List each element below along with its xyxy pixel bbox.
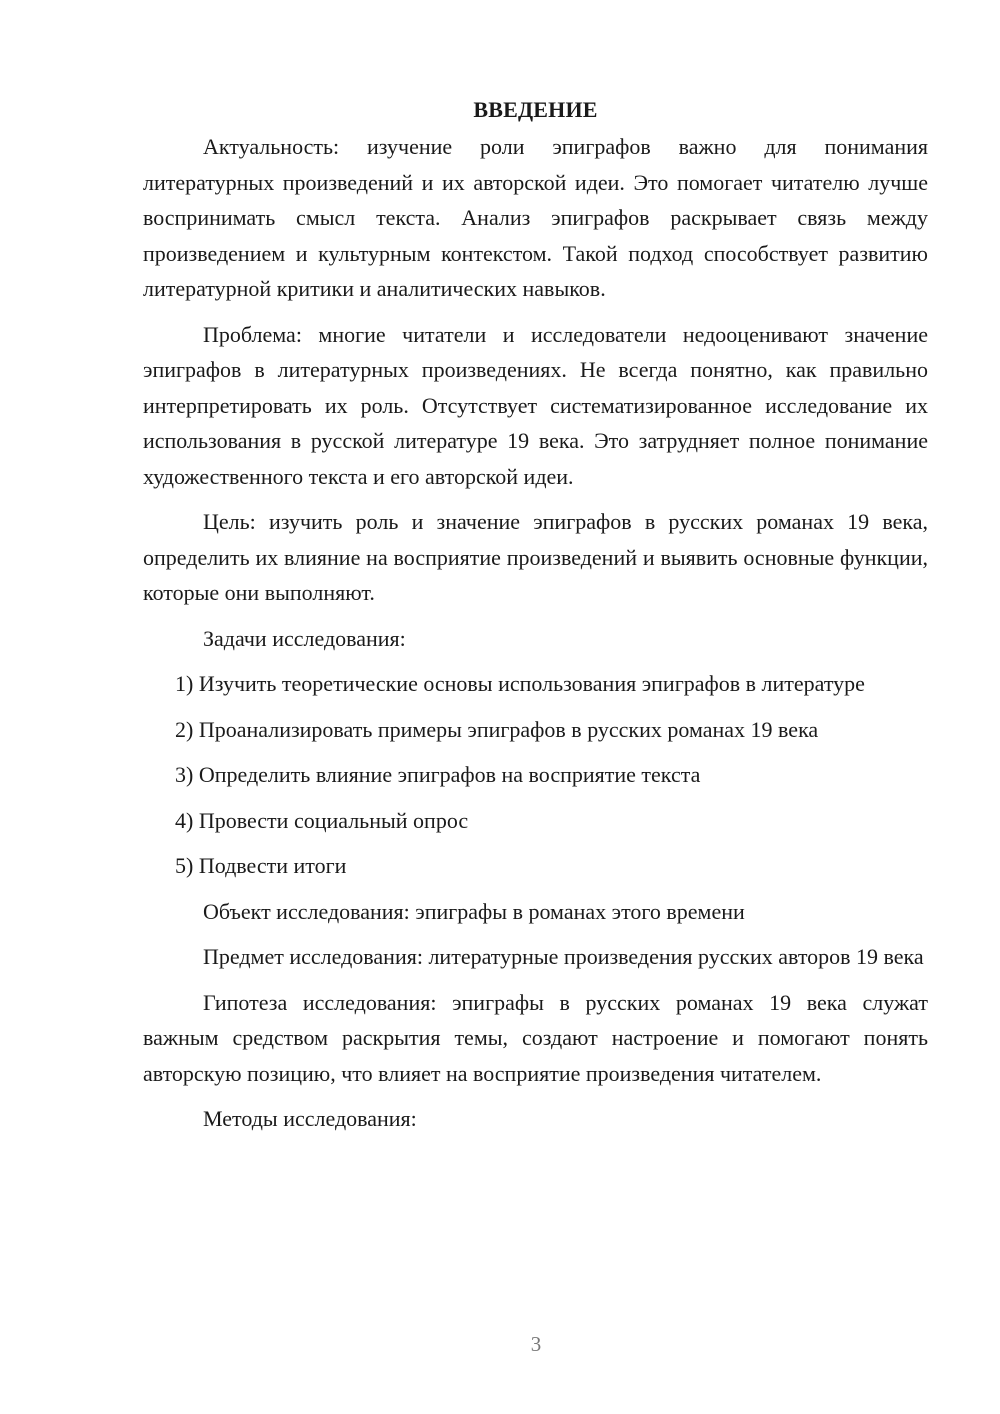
task-item-3: 3) Определить влияние эпиграфов на восприятие текста [175, 762, 701, 787]
paragraph-object: Объект исследования: эпиграфы в романах этого времени [203, 898, 745, 924]
section-heading: ВВЕДЕНИЕ [473, 97, 598, 122]
paragraph-problem: Проблема: многие читатели и исследователи недооценивают значение эпиграфов в литературных произведениях. Не всегда понятно, как правильно интерпретировать их роль. Отсутствует систематизированное исследование их использования в русской литературе 19 века. Это затрудняет полное понимание художественного текста и его авторской идеи. [143, 321, 928, 489]
methods-title: Методы исследования: [203, 1106, 417, 1131]
task-item-5: 5) Подвести итоги [175, 853, 347, 878]
paragraph-goal: Цель: изучить роль и значение эпиграфов в русских романах 19 века, определить их влияние на восприятие произведений и выявить основные функции, которые они выполняют. [143, 509, 928, 605]
task-item-4: 4) Провести социальный опрос [175, 807, 469, 833]
page-content [143, 92, 928, 1137]
paragraph-subject: Предмет исследования: литературные произведения русских авторов 19 века [203, 944, 924, 969]
paragraph-relevance: Актуальность: изучение роли эпиграфов важно для понимания литературных произведений и их авторской идеи. Это помогает читателю лучше воспринимать смысл текста. Анализ эпиграфов раскрывает связь между произведением и культурным контекстом. Такой подход способствует развитию литературной критики и аналитических навыков. [143, 134, 928, 301]
paragraph-hypothesis: Гипотеза исследования: эпиграфы в русских романах 19 века служат важным средством раскрытия темы, создают настроение и помогают понять авторскую позицию, что влияет на восприятие произведения читателем. [143, 989, 928, 1086]
tasks-title: Задачи исследования: [203, 625, 406, 651]
page-number: 3 [530, 1332, 542, 1356]
task-item-2: 2) Проанализировать примеры эпиграфов в русских романах 19 века [175, 716, 819, 742]
task-item-1: 1) Изучить теоретические основы использования эпиграфов в литературе [175, 671, 865, 696]
